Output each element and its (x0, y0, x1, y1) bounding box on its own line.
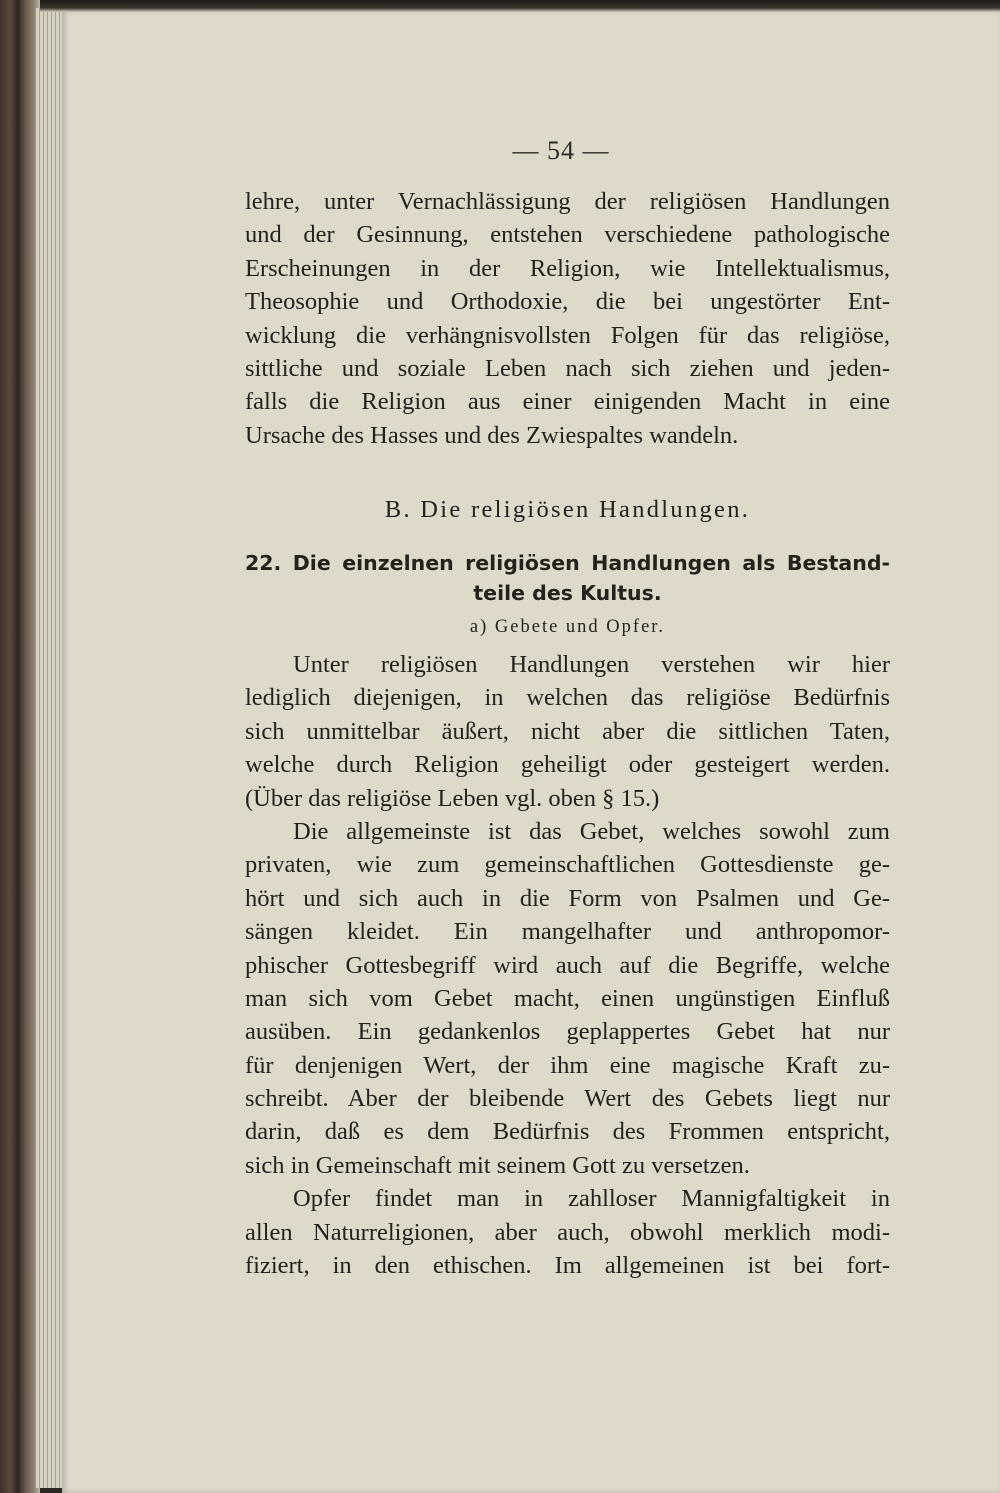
paragraph-2 (245, 648, 890, 815)
text-line: Unter religiösen Handlungen verstehen wir hier (293, 651, 890, 678)
text-line: welche durch Religion geheiligt oder gesteigert werden. (245, 751, 890, 779)
chapter-heading-line-2: teile des Kultus. (473, 581, 662, 605)
text-line: sittliche und soziale Leben nach sich ziehen und jeden- (245, 354, 890, 382)
text-line: Die allgemeinste ist das Gebet, welches sowohl zum (293, 817, 890, 845)
body-paragraphs (245, 648, 890, 1282)
paragraph-4 (245, 1182, 890, 1282)
page-number: — 54 — (512, 136, 610, 165)
text-line: man sich vom Gebet macht, einen ungünstigen Einfluß (245, 984, 890, 1012)
text-line: schreibt. Aber der bleibende Wert des Gebets liegt nur (245, 1085, 890, 1113)
subheading: a) Gebete und Opfer. (469, 617, 666, 637)
text-line: lediglich diejenigen, in welchen das religiöse Bedürfnis (245, 684, 890, 712)
text-line: allen Naturreligionen, aber auch, obwohl merklich modi- (245, 1218, 890, 1246)
text-line: Theosophie und Orthodoxie, die bei ungestörter Ent- (245, 288, 890, 316)
text-line: wicklung die verhängnisvollsten Folgen für das religiöse, (245, 321, 890, 349)
text-line: fiziert, in den ethischen. Im allgemeinen ist bei fort- (245, 1252, 890, 1280)
text-line: Erscheinungen in der Religion, wie Intellektualismus, (245, 254, 890, 282)
paragraph-1 (245, 185, 890, 452)
text-block (245, 185, 890, 1280)
text-line: sängen kleidet. Ein mangelhafter und anthropomor- (245, 918, 890, 946)
text-line: sich in Gemeinschaft mit seinem Gott zu versetzen. (245, 1151, 750, 1179)
text-line: lehre, unter Vernachlässigung der religiösen Handlungen (245, 188, 890, 215)
text-line: falls die Religion aus einer einigenden Macht in eine (245, 388, 890, 416)
section-title: B. Die religiösen Handlungen. (384, 496, 751, 523)
book-binding (0, 0, 40, 1493)
text-line: ausüben. Ein gedankenlos geplappertes Gebet hat nur (245, 1018, 890, 1046)
text-line: darin, daß es dem Bedürfnis des Frommen entspricht, (245, 1118, 890, 1146)
text-line: und der Gesinnung, entstehen verschiedene pathologische (245, 221, 890, 249)
text-line: sich unmittelbar äußert, nicht aber die sittlichen Taten, (245, 717, 890, 745)
text-line: Opfer findet man in zahlloser Mannigfaltigkeit in (293, 1185, 890, 1213)
text-line: privaten, wie zum gemeinschaftlichen Gottesdienste ge- (245, 851, 890, 879)
text-line: (Über das religiöse Leben vgl. oben § 15.) (245, 784, 660, 812)
page-top-edge (40, 0, 1000, 12)
text-line: Ursache des Hasses und des Zwiespaltes wandeln. (245, 421, 739, 449)
text-line: hört und sich auch in die Form von Psalmen und Ge- (245, 884, 890, 912)
chapter-heading (245, 548, 890, 608)
text-line: phischer Gottesbegriff wird auch auf die Begriffe, welche (245, 951, 890, 979)
text-line: für denjenigen Wert, der ihm eine magische Kraft zu- (245, 1051, 890, 1079)
paragraph-3 (245, 815, 890, 1182)
chapter-heading-line-1: 22. Die einzelnen religiösen Handlungen als Bestand- (245, 551, 890, 575)
